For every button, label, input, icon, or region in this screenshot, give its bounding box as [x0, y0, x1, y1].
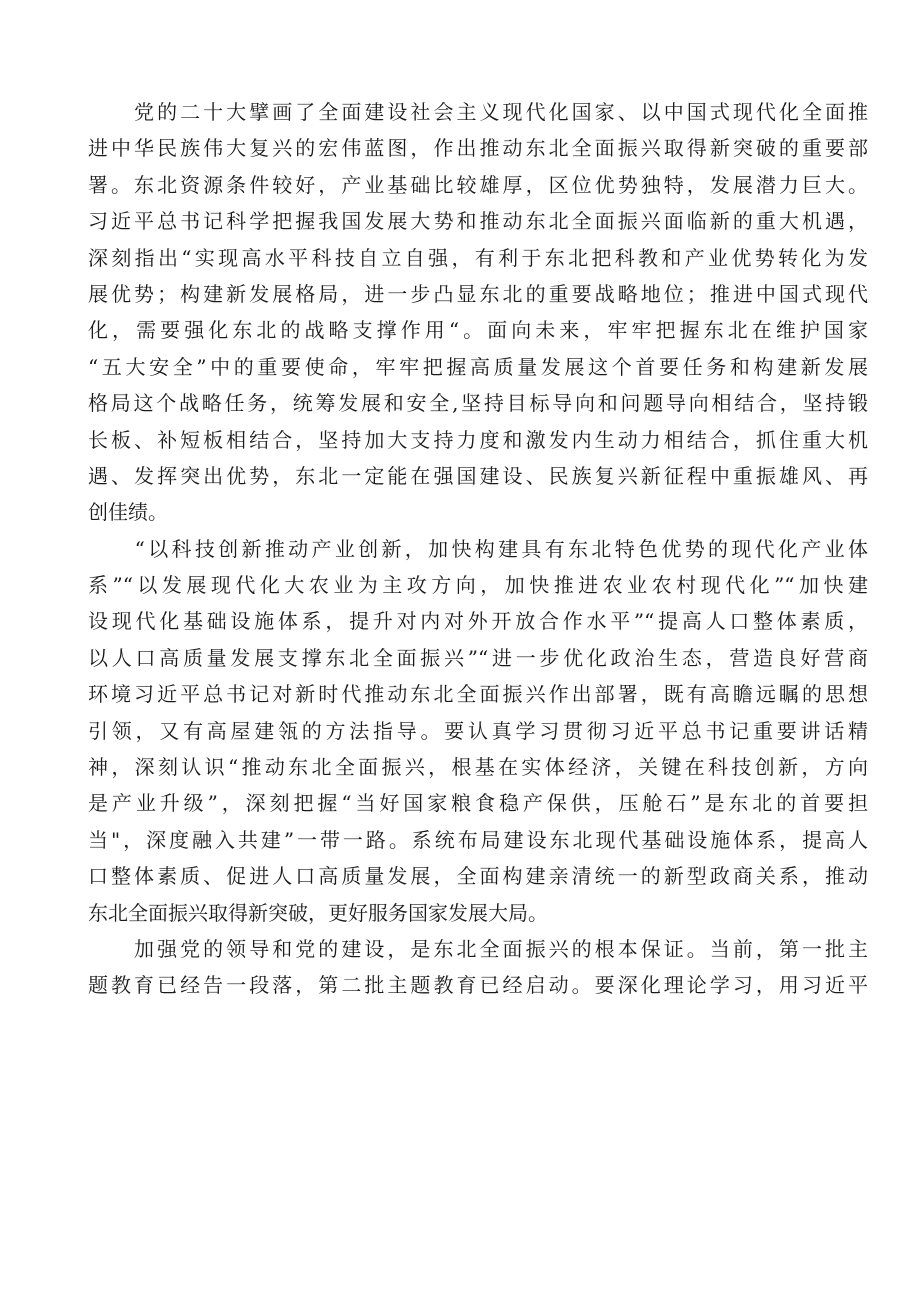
text-line: 东北全面振兴取得新突破，更好服务国家发展大局。 — [88, 900, 548, 925]
text-line: 系”“以发展现代化大农业为主攻方向，加快推进农业农村现代化”“加快建 — [88, 573, 868, 598]
text-line: 题教育已经告一段落，第二批主题教育已经启动。要深化理论学习，用习近平 — [88, 973, 868, 998]
text-line: 设现代化基础设施体系，提升对内对外开放合作水平”“提高人口整体素质， — [88, 609, 868, 634]
text-line: 党的二十大擘画了全面建设社会主义现代化国家、以中国式现代化全面推 — [88, 100, 868, 124]
text-line: 口整体素质、促进人口高质量发展，全面构建亲清统一的新型政商关系，推动 — [88, 864, 868, 889]
text-line: 展优势；构建新发展格局，进一步凸显东北的重要战略地位；推进中国式现代 — [88, 281, 868, 306]
text-line: 以人口高质量发展支撑东北全面振兴”“进一步优化政治生态，营造良好营商 — [88, 645, 868, 670]
text-line: 环境习近平总书记对新时代推动东北全面振兴作出部署，既有高瞻远瞩的思想 — [88, 682, 868, 707]
text-line: 当"，深度融入共建”一带一路。系统布局建设东北现代基础设施体系，提高人 — [88, 827, 868, 852]
text-line: 加强党的领导和党的建设，是东北全面振兴的根本保证。当前，第一批主 — [88, 936, 868, 961]
text-line: 格局这个战略任务，统筹发展和安全,坚持目标导向和问题导向相结合，坚持锻 — [88, 391, 868, 416]
text-line: 深刻指出“实现高水平科技自立自强，有利于东北把科教和产业优势转化为发 — [88, 245, 868, 270]
text-line: 神，深刻认识“推动东北全面振兴，根基在实体经济，关键在科技创新，方向 — [88, 755, 868, 780]
document-body — [88, 94, 868, 1004]
text-line: 化，需要强化东北的战略支撑作用“。面向未来，牢牢把握东北在维护国家 — [88, 318, 868, 343]
text-line: “五大安全”中的重要使命，牢牢把握高质量发展这个首要任务和构建新发展 — [88, 354, 868, 379]
text-line: 长板、补短板相结合，坚持加大支持力度和激发内生动力相结合，抓住重大机 — [88, 427, 868, 452]
text-line: 习近平总书记科学把握我国发展大势和推动东北全面振兴面临新的重大机遇， — [88, 209, 868, 234]
text-line: “以科技创新推动产业创新，加快构建具有东北特色优势的现代化产业体 — [88, 536, 868, 561]
text-line: 进中华民族伟大复兴的宏伟蓝图，作出推动东北全面振兴取得新突破的重要部 — [88, 136, 868, 161]
text-line: 是产业升级”，深刻把握“当好国家粮食稳产保供，压舱石”是东北的首要担 — [88, 791, 868, 816]
text-line: 署。东北资源条件较好，产业基础比较雄厚，区位优势独特，发展潜力巨大。 — [88, 172, 868, 197]
text-line: 遇、发挥突出优势，东北一定能在强国建设、民族复兴新征程中重振雄风、再 — [88, 463, 868, 488]
text-line: 创佳绩。 — [88, 500, 168, 525]
text-line: 引领，又有高屋建瓴的方法指导。要认真学习贯彻习近平总书记重要讲话精 — [88, 718, 868, 743]
